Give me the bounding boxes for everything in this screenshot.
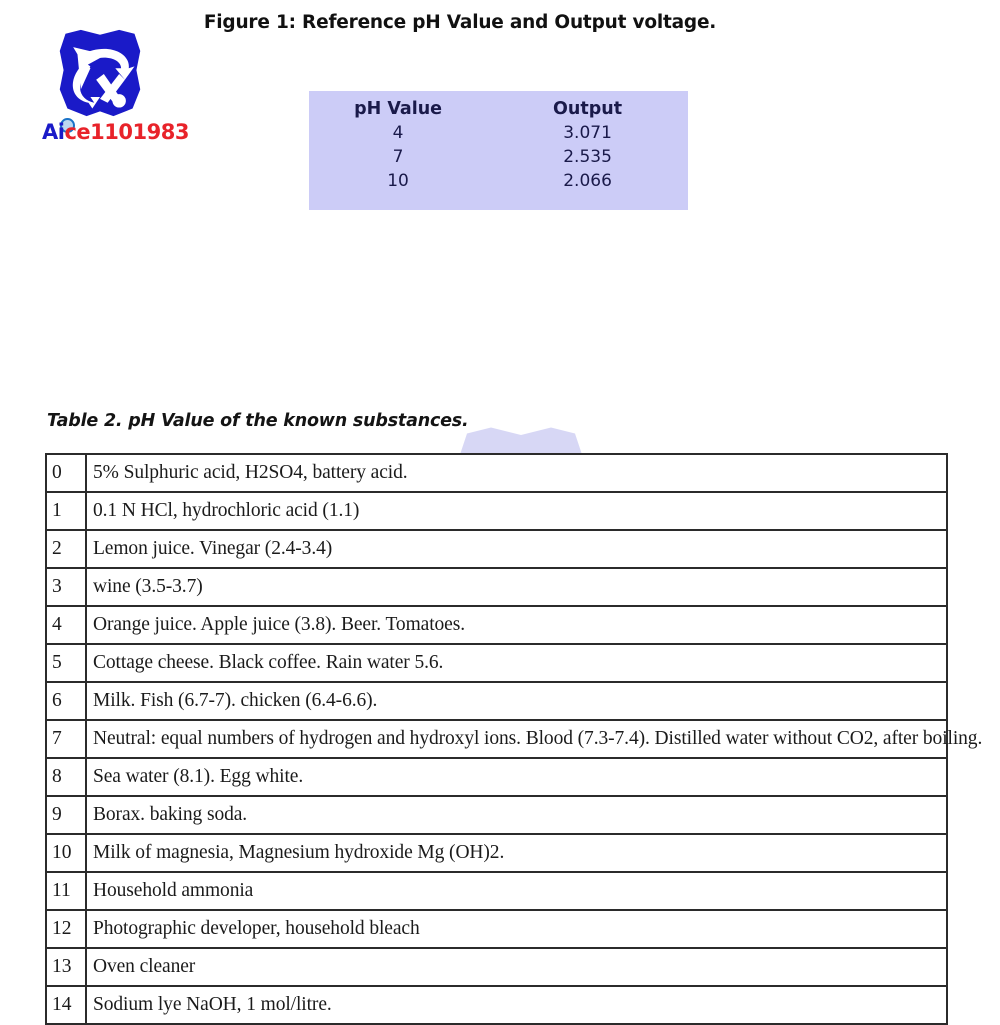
cell-index: 2 xyxy=(47,530,86,568)
table-row xyxy=(47,644,946,682)
cell-index: 0 xyxy=(47,455,86,492)
cell-description: Household ammonia xyxy=(86,872,946,910)
shield-logo-icon xyxy=(52,28,148,120)
table-row xyxy=(47,758,946,796)
cell-index: 5 xyxy=(47,644,86,682)
cell-ph-value: 4 xyxy=(392,123,404,143)
table-row xyxy=(309,145,688,169)
cell-index: 4 xyxy=(47,606,86,644)
cell-index: 10 xyxy=(47,834,86,872)
cell-output: 2.066 xyxy=(563,171,612,191)
cell-description: Sodium lye NaOH, 1 mol/litre. xyxy=(86,986,946,1024)
cell-index: 11 xyxy=(47,872,86,910)
cell-description: Oven cleaner xyxy=(86,948,946,986)
table2-caption: Table 2. pH Value of the known substances. xyxy=(47,411,469,431)
brand-wordmark-suffix: ce1101983 xyxy=(64,120,189,144)
table-row xyxy=(47,682,946,720)
cell-index: 12 xyxy=(47,910,86,948)
cell-description: Borax. baking soda. xyxy=(86,796,946,834)
cell-description: 0.1 N HCl, hydrochloric acid (1.1) xyxy=(86,492,946,530)
table-row xyxy=(47,568,946,606)
cell-description: wine (3.5-3.7) xyxy=(86,568,946,606)
table-row xyxy=(47,606,946,644)
table2-substances xyxy=(45,453,983,1025)
column-header-ph-value: pH Value xyxy=(354,99,443,119)
cell-output: 3.071 xyxy=(563,123,612,143)
cell-description: 5% Sulphuric acid, H2SO4, battery acid. xyxy=(86,455,946,492)
table-row xyxy=(47,455,946,492)
cell-index: 1 xyxy=(47,492,86,530)
cell-index: 14 xyxy=(47,986,86,1024)
table-row xyxy=(47,872,946,910)
cell-ph-value: 7 xyxy=(392,147,404,167)
cell-description: Photographic developer, household bleach xyxy=(86,910,946,948)
column-header-output: Output xyxy=(553,99,623,119)
figure1-table-grid xyxy=(309,97,688,193)
table-row xyxy=(47,948,946,986)
cell-description: Sea water (8.1). Egg white. xyxy=(86,758,946,796)
cell-index: 9 xyxy=(47,796,86,834)
brand-wordmark-prefix: Ai xyxy=(42,120,65,144)
cell-description: Milk of magnesia, Magnesium hydroxide Mg (OH)2. xyxy=(86,834,946,872)
cell-description: Milk. Fish (6.7-7). chicken (6.4-6.6). xyxy=(86,682,946,720)
cell-index: 8 xyxy=(47,758,86,796)
brand-wordmark xyxy=(42,120,189,148)
figure1-reference-table xyxy=(309,91,688,210)
table-row xyxy=(47,720,946,758)
cell-description: Neutral: equal numbers of hydrogen and hydroxyl ions. Blood (7.3-7.4). Distilled water without CO2, after boiling. xyxy=(86,720,946,758)
table-row xyxy=(47,796,946,834)
table-row xyxy=(47,530,946,568)
table-header-row xyxy=(309,97,688,121)
cell-description: Orange juice. Apple juice (3.8). Beer. Tomatoes. xyxy=(86,606,946,644)
brand-logo xyxy=(42,26,189,148)
cell-index: 3 xyxy=(47,568,86,606)
table-row xyxy=(309,169,688,193)
table-row xyxy=(47,834,946,872)
cell-index: 6 xyxy=(47,682,86,720)
cell-index: 7 xyxy=(47,720,86,758)
cell-index: 13 xyxy=(47,948,86,986)
cell-output: 2.535 xyxy=(563,147,612,167)
cell-description: Cottage cheese. Black coffee. Rain water 5.6. xyxy=(86,644,946,682)
table-row xyxy=(47,986,946,1024)
table-row xyxy=(47,492,946,530)
cell-description: Lemon juice. Vinegar (2.4-3.4) xyxy=(86,530,946,568)
table-row xyxy=(47,910,946,948)
cell-ph-value: 10 xyxy=(387,171,409,191)
figure1-title: Figure 1: Reference pH Value and Output voltage. xyxy=(203,12,717,33)
table2-grid xyxy=(47,455,983,1025)
table-row xyxy=(309,121,688,145)
